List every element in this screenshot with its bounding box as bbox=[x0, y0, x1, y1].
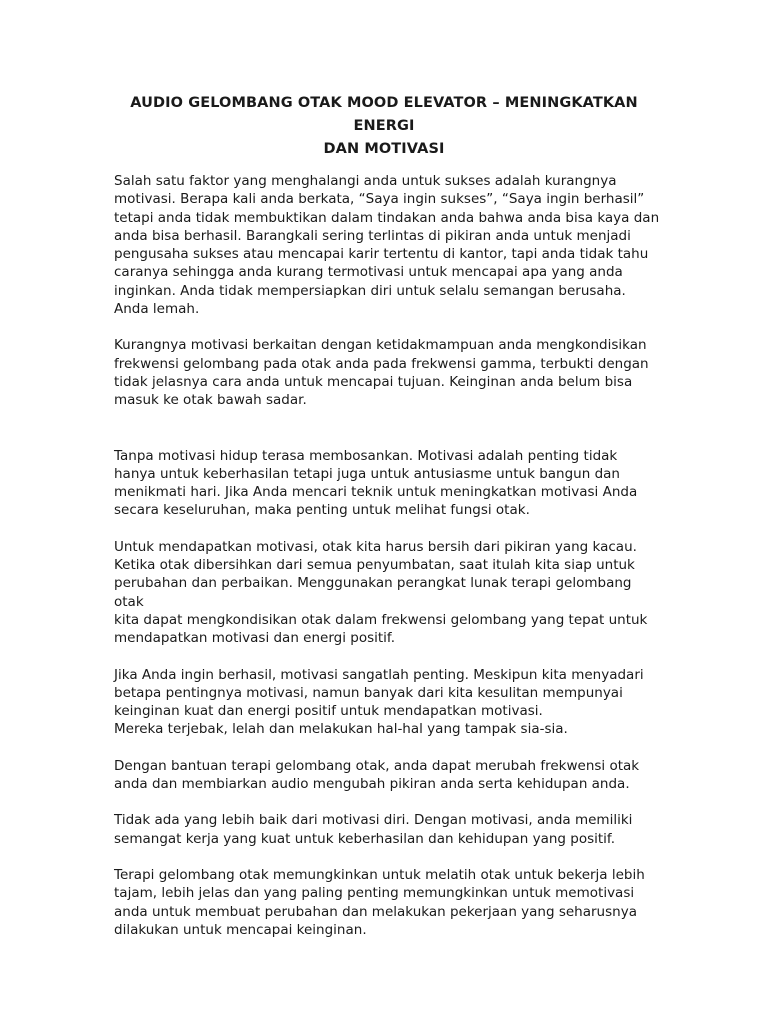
document-title: AUDIO GELOMBANG OTAK MOOD ELEVATOR – MENINGKATKAN ENERGI DAN MOTIVASI bbox=[130, 95, 638, 157]
document-body bbox=[114, 172, 662, 957]
paragraph-8: Terapi gelombang otak memungkinkan untuk melatih otak untuk bekerja lebih tajam, lebih jelas dan yang paling penting memungkinkan untuk memotivasi anda untuk membuat perubahan dan melakukan pekerjaan yang seharusnya dilakukan untuk mencapai keinginan. bbox=[114, 866, 645, 938]
paragraph-4: Untuk mendapatkan motivasi, otak kita harus bersih dari pikiran yang kacau. Ketika otak dibersihkan dari semua penyumbatan, saat itulah kita siap untuk perubahan dan perbaikan. Menggunakan perangkat lunak terapi gelombang otak kita dapat mengkondisikan otak dalam frekwensi gelombang yang tepat untuk mendapatkan motivasi dan energi positif. bbox=[114, 538, 648, 647]
paragraph-6: Dengan bantuan terapi gelombang otak, anda dapat merubah frekwensi otak anda dan membiarkan audio mengubah pikiran anda serta kehidupan anda. bbox=[114, 757, 640, 793]
paragraph-3: Tanpa motivasi hidup terasa membosankan. Motivasi adalah penting tidak hanya untuk keberhasilan tetapi juga untuk antusiasme untuk bangun dan menikmati hari. Jika Anda mencari teknik untuk meningkatkan motivasi Anda secara keseluruhan, maka penting untuk melihat fungsi otak. bbox=[114, 447, 638, 519]
paragraph-7: Tidak ada yang lebih baik dari motivasi diri. Dengan motivasi, anda memiliki semangat kerja yang kuat untuk keberhasilan dan kehidupan yang positif. bbox=[114, 812, 633, 847]
paragraph-5: Jika Anda ingin berhasil, motivasi sangatlah penting. Meskipun kita menyadari betapa pentingnya motivasi, namun banyak dari kita kesulitan mempunyai keinginan kuat dan energi positif untuk mendapatkan motivasi. Mereka terjebak, lelah dan melakukan hal-hal yang tampak sia-sia. bbox=[114, 666, 644, 738]
paragraph-2: Kurangnya motivasi berkaitan dengan ketidakmampuan anda mengkondisikan frekwensi gelombang pada otak anda pada frekwensi gamma, terbukti dengan tidak jelasnya cara anda untuk mencapai tujuan. Keinginan anda belum bisa masuk ke otak bawah sadar. bbox=[114, 337, 649, 409]
paragraph-1: Salah satu faktor yang menghalangi anda untuk sukses adalah kurangnya motivasi. Berapa kali anda berkata, “Saya ingin sukses”, “Saya ingin berhasil” tetapi anda tidak membuktikan dalam tindakan anda bahwa anda bisa kaya dan anda bisa berhasil. Barangkali sering terlintas di pikiran anda untuk menjadi pengusaha sukses atau mencapai karir tertentu di kantor, tapi anda tidak tahu caranya sehingga anda kurang termotivasi untuk mencapai apa yang anda inginkan. Anda tidak mempersiapkan diri untuk selalu semangan berusaha. Anda lemah. bbox=[114, 173, 660, 318]
